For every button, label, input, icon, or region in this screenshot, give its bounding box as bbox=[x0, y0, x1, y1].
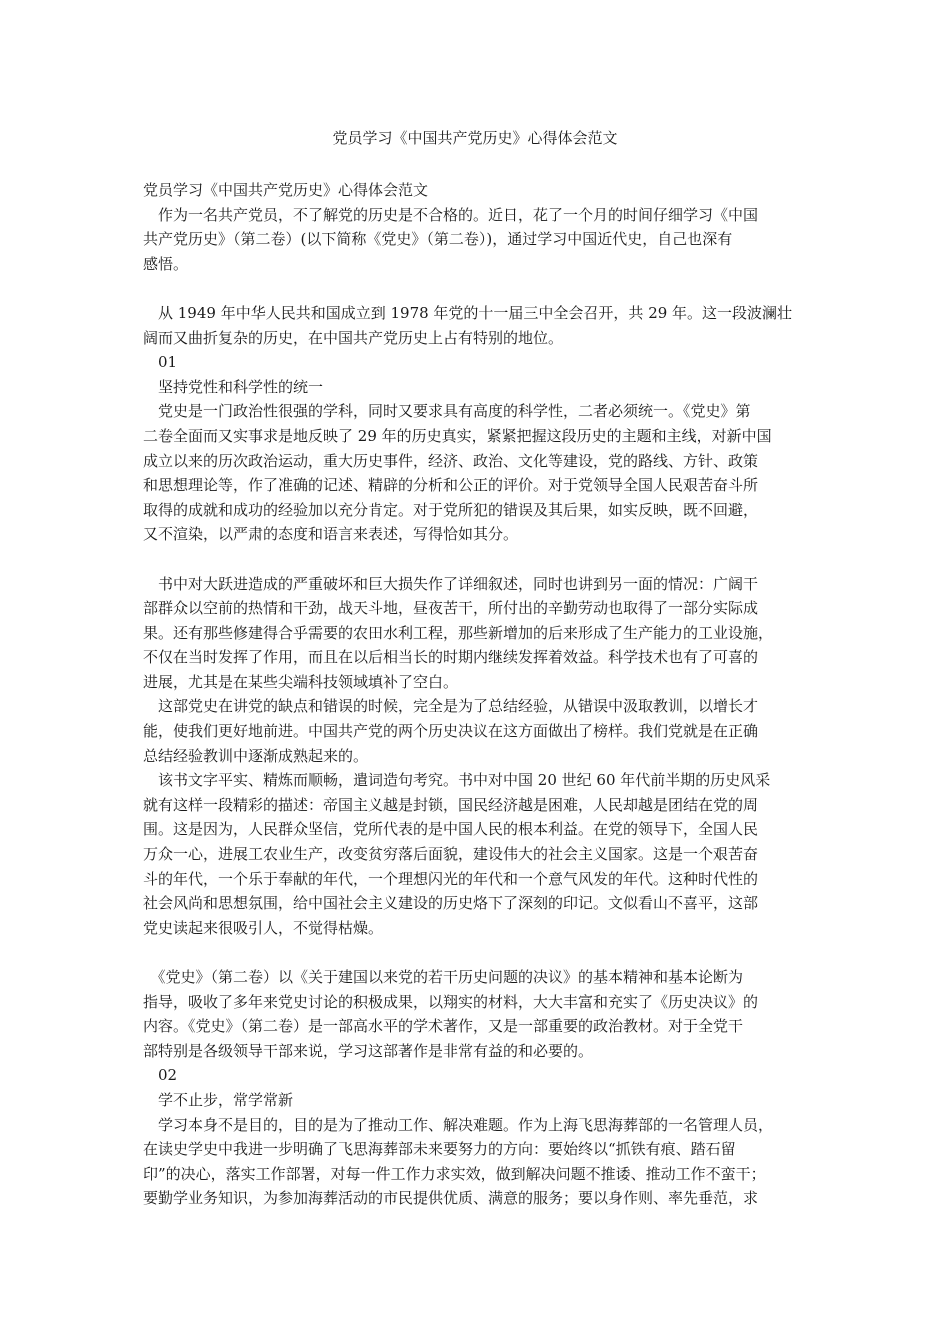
text-line: 不仅在当时发挥了作用，而且在以后相当长的时期内继续发挥着效益。科学技术也有了可喜的 bbox=[143, 648, 759, 667]
text-line: 从 1949 年中华人民共和国成立到 1978 年党的十一届三中全会召开，共 29 年。这一段波澜壮 bbox=[143, 303, 793, 322]
text-line: 和思想理论等，作了准确的记述、精辟的分析和公正的评价。对于党领导全国人民艰苦奋斗所 bbox=[143, 476, 759, 495]
text-line: 党史读起来很吸引人，不觉得枯燥。 bbox=[143, 918, 384, 937]
text-line: 书中对大跃进造成的严重破坏和巨大损失作了详细叙述，同时也讲到另一面的情况：广阔干 bbox=[143, 574, 759, 593]
blank-line bbox=[143, 547, 803, 572]
text-line: 社会风尚和思想氛围，给中国社会主义建设的历史烙下了深刻的印记。文似看山不喜平，这部 bbox=[143, 894, 759, 913]
blank-line bbox=[143, 276, 803, 301]
text-line: 印”的决心，落实工作部署，对每一件工作力求实效，做到解决问题不推诿、推动工作不蛮干； bbox=[143, 1164, 766, 1183]
text-line: 01 bbox=[143, 353, 178, 372]
text-line: 阔而又曲折复杂的历史，在中国共产党历史上占有特别的地位。 bbox=[143, 328, 564, 347]
text-line: 党员学习《中国共产党历史》心得体会范文 bbox=[143, 181, 429, 199]
text-line: 要勤学业务知识，为参加海葬活动的市民提供优质、满意的服务；要以身作则、率先垂范，求 bbox=[143, 1189, 759, 1208]
text-line: 坚持党性和科学性的统一 bbox=[143, 377, 324, 396]
text-line: 果。还有那些修建得合乎需要的农田水利工程，那些新增加的后来形成了生产能力的工业设施， bbox=[143, 623, 774, 642]
text-line: 斗的年代，一个乐于奉献的年代，一个理想闪光的年代和一个意气风发的年代。这种时代性的 bbox=[143, 869, 759, 888]
text-line: 进展，尤其是在某些尖端科技领域填补了空白。 bbox=[143, 672, 459, 691]
text-line: 作为一名共产党员，不了解党的历史是不合格的。近日，花了一个月的时间仔细学习《中国 bbox=[143, 205, 759, 224]
text-line: 总结经验教训中逐渐成熟起来的。 bbox=[143, 746, 369, 765]
text-line: 取得的成就和成功的经验加以充分肯定。对于党所犯的错误及其后果，如实反映，既不回避， bbox=[143, 500, 759, 519]
text-line: 就有这样一段精彩的描述：帝国主义越是封锁，国民经济越是困难，人民却越是团结在党的周 bbox=[143, 795, 759, 814]
text-line: 在读史学史中我进一步明确了飞思海葬部未来要努力的方向：要始终以“抓铁有痕、踏石留 bbox=[143, 1140, 736, 1159]
text-line: 感悟。 bbox=[143, 254, 189, 273]
text-line: 部特别是各级领导干部来说，学习这部著作是非常有益的和必要的。 bbox=[143, 1041, 594, 1060]
blank-line bbox=[143, 940, 803, 965]
text-line: 指导，吸收了多年来党史讨论的积极成果，以翔实的材料，大大丰富和充实了《历史决议》的 bbox=[143, 992, 759, 1011]
text-line: 该书文字平实、精炼而顺畅，遣词造句考究。书中对中国 20 世纪 60 年代前半期的历史风采 bbox=[143, 771, 771, 790]
text-line: 党史是一门政治性很强的学科，同时又要求具有高度的科学性，二者必须统一。《党史》第 bbox=[143, 402, 751, 421]
text-line: 二卷全面而又实事求是地反映了 29 年的历史真实，紧紧把握这段历史的主题和主线，对新中国 bbox=[143, 426, 772, 445]
text-line: 学习本身不是目的，目的是为了推动工作、解决难题。作为上海飞思海葬部的一名管理人员， bbox=[143, 1115, 774, 1134]
document-body bbox=[143, 178, 803, 1211]
text-line: 又不渲染，以严肃的态度和语言来表述，写得恰如其分。 bbox=[143, 525, 519, 544]
text-line: 学不止步，常学常新 bbox=[143, 1090, 294, 1109]
text-line: 能，使我们更好地前进。中国共产党的两个历史决议在这方面做出了榜样。我们党就是在正确 bbox=[143, 722, 759, 741]
text-line: 成立以来的历次政治运动，重大历史事件，经济、政治、文化等建设，党的路线、方针、政策 bbox=[143, 451, 759, 470]
text-line: 《党史》（第二卷）以《关于建国以来党的若干历史问题的决议》的基本精神和基本论断为 bbox=[143, 968, 744, 986]
text-line: 共产党历史》（第二卷）(以下简称《党史》（第二卷）)，通过学习中国近代史，自己也深有 bbox=[143, 230, 733, 249]
text-line: 万众一心，进展工农业生产，改变贫穷落后面貌，建设伟大的社会主义国家。这是一个艰苦奋 bbox=[143, 845, 759, 864]
text-line: 这部党史在讲党的缺点和错误的时候，完全是为了总结经验，从错误中汲取教训，以增长才 bbox=[143, 697, 759, 716]
text-line: 02 bbox=[143, 1066, 178, 1085]
text-line: 围。这是因为，人民群众坚信，党所代表的是中国人民的根本利益。在党的领导下，全国人民 bbox=[143, 820, 759, 839]
text-line: 部群众以空前的热情和干劲，战天斗地，昼夜苦干，所付出的辛勤劳动也取得了一部分实际成 bbox=[143, 599, 759, 618]
text-line: 内容。《党史》（第二卷）是一部高水平的学术著作，又是一部重要的政治教材。对于全党干 bbox=[143, 1017, 744, 1036]
document-title: 党员学习《中国共产党历史》心得体会范文 bbox=[332, 129, 618, 147]
